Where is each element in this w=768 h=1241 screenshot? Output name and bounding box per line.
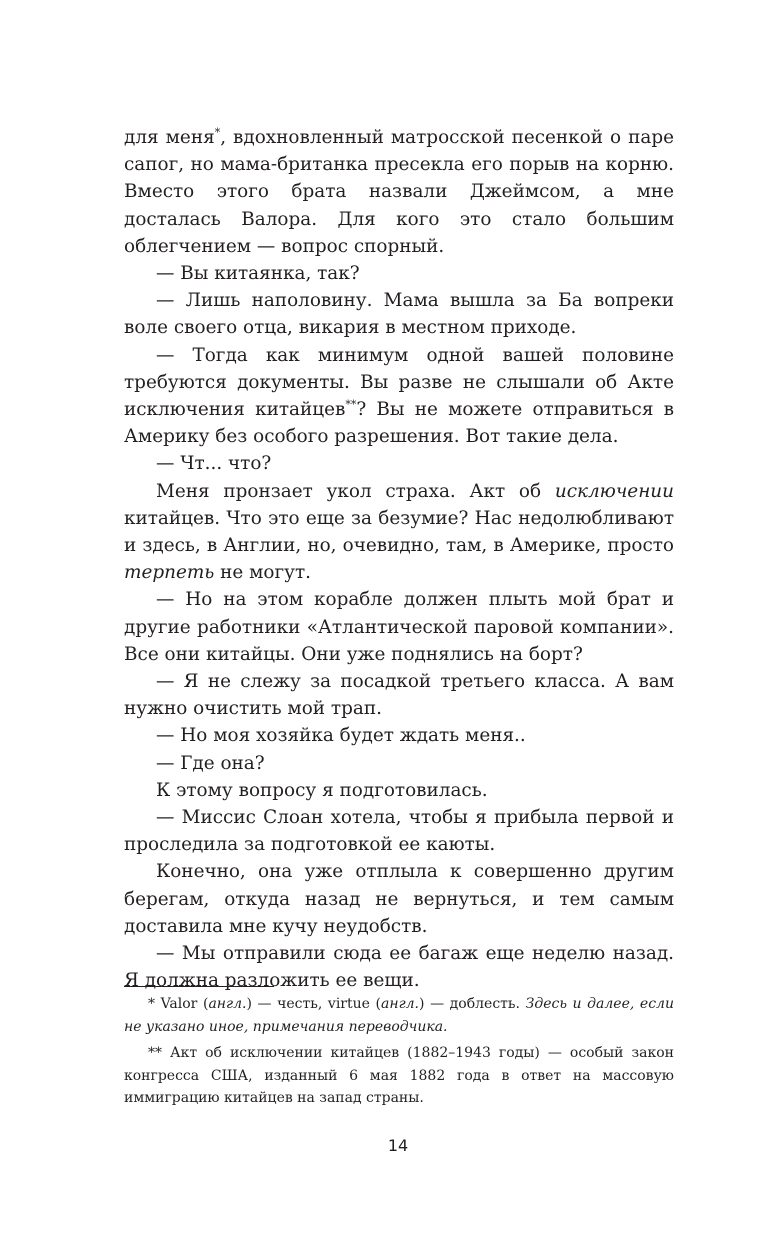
footnote-divider <box>124 986 274 987</box>
text-span: не могут. <box>214 562 311 584</box>
text-span: Меня пронзает укол страха. Акт об <box>156 480 555 502</box>
page-number: 14 <box>387 1136 409 1155</box>
emphasis: исключении <box>554 480 674 502</box>
paragraph-9: — Но моя хозяйка будет ждать меня.. <box>156 725 526 747</box>
footnote-ref-2[interactable]: ** <box>345 397 357 411</box>
footnote-1 <box>124 993 674 1038</box>
paragraph-12: — Миссис Слоан хотела, чтобы я прибыла первой и проследила за подготовкой ее каюты. <box>124 807 674 856</box>
emphasis: англ. <box>208 996 247 1012</box>
paragraph-3: — Лишь наполовину. Мама вышла за Ба вопреки воле своего отца, викария в местном приходе. <box>124 290 674 339</box>
text-span: ) — доблесть. <box>419 996 526 1012</box>
text-span: ? Вы не можете отправиться в Америку без особого разрешения. Вот такие дела. <box>124 399 674 448</box>
text-span: Valor ( <box>155 996 209 1012</box>
emphasis: терпеть <box>124 562 215 584</box>
main-text <box>124 124 674 995</box>
paragraph-10: — Где она? <box>156 752 265 774</box>
text-span: , вдохновленный матросской песенкой о паре сапог, но мама-британка пресекла его порыв на корню. Вместо этого брата назвали Джеймсом, а мне досталась Валора. Для кого это стало большим облегчением — вопрос спорный. <box>124 127 674 257</box>
footnote-mark: ** <box>148 1045 162 1061</box>
text-span: ) — честь, virtue ( <box>246 996 381 1012</box>
paragraph-14: — Мы отправили сюда ее багаж еще неделю назад. Я должна разложить ее вещи. <box>124 943 674 992</box>
paragraph-11: К этому вопросу я подготовилась. <box>156 779 488 801</box>
footnote-mark: * <box>148 996 155 1012</box>
footnote-ref-1[interactable]: * <box>214 125 221 139</box>
footnote-2 <box>124 1042 674 1110</box>
paragraph-1 <box>124 124 674 260</box>
paragraph-4 <box>124 342 674 451</box>
paragraph-6 <box>124 478 674 587</box>
paragraph-7: — Но на этом корабле должен плыть мой брат и другие работники «Атлантической паровой компании». Все они китайцы. Они уже поднялись на борт? <box>124 589 674 665</box>
paragraph-8: — Я не слежу за посадкой третьего класса. А вам нужно очистить мой трап. <box>124 671 674 720</box>
paragraph-5: — Чт... что? <box>156 453 272 475</box>
text-span: китайцев. Что это еще за безумие? Нас недолюбливают и здесь, в Англии, но, очевидно, там, в Америке, просто <box>124 507 674 557</box>
text-span: для меня <box>124 127 215 148</box>
emphasis: Здесь и далее, если не указано иное, примечания переводчика. <box>124 996 674 1035</box>
text-span: — Тогда как минимум одной вашей половине требуются документы. Вы разве не слышали об Акте исключения китайцев <box>124 344 674 421</box>
footnotes <box>124 993 674 1114</box>
paragraph-2: — Вы китаянка, так? <box>156 263 360 285</box>
emphasis: англ. <box>381 996 420 1012</box>
paragraph-13: Конечно, она уже отплыла к совершенно другим берегам, откуда назад не вернуться, и тем самым доставила мне кучу неудобств. <box>124 861 674 937</box>
text-span: Акт об исключении китайцев (1882–1943 годы) — особый закон конгресса США, изданный 6 мая 1882 года в ответ на массовую иммиграцию китайцев на запад страны. <box>124 1045 674 1106</box>
